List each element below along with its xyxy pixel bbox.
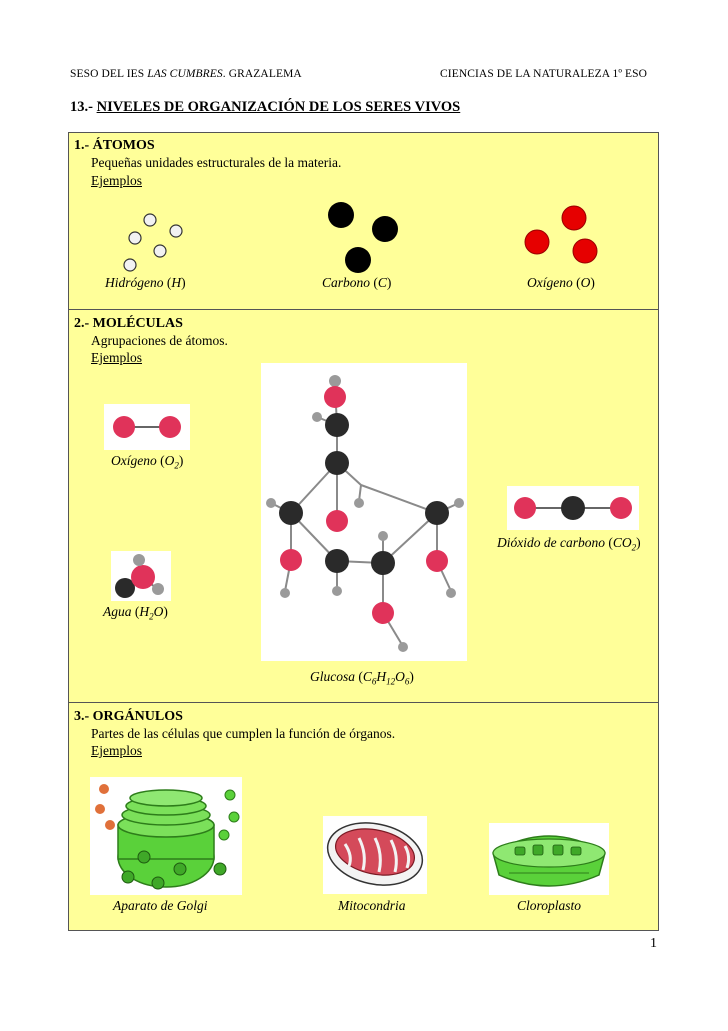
atoms-examples-label: Ejemplos — [91, 173, 142, 188]
organelles-description: Partes de las células que cumplen la función de órganos. — [91, 726, 396, 741]
header-school: SESO DEL IES LAS CUMBRES. GRAZALEMA — [70, 68, 302, 80]
oxygen-atoms-drawing — [519, 201, 599, 271]
oxygen-caption: Oxígeno (O) — [527, 275, 595, 290]
molecules-heading: 2.- MOLÉCULAS — [74, 316, 183, 331]
golgi-drawing — [90, 777, 242, 895]
molecules-examples-label: Ejemplos — [91, 350, 142, 365]
atoms-description: Pequeñas unidades estructurales de la materia. — [91, 155, 342, 170]
co2-molecule-drawing — [507, 486, 639, 530]
molecules-description: Agrupaciones de átomos. — [91, 333, 228, 348]
water-molecule-drawing — [111, 551, 171, 601]
o2-molecule-drawing — [104, 404, 190, 450]
carbon-caption: Carbono (C) — [322, 275, 392, 290]
glucose-caption: Glucosa $(C_6H_{12}O_6)$ — [310, 669, 414, 687]
page-number: 1 — [650, 936, 657, 951]
atoms-section — [68, 132, 659, 310]
o2-caption: Oxígeno $(O_2)$ — [111, 453, 184, 471]
chloroplast-caption: Cloroplasto — [517, 898, 582, 913]
organelles-section — [68, 702, 659, 931]
co2-caption: Dióxido de carbono $(CO_2)$ — [497, 535, 641, 553]
hydrogen-atoms-drawing — [119, 208, 209, 273]
chloroplast-drawing — [489, 823, 609, 895]
hydrogen-caption: Hidrógeno (H) — [105, 275, 186, 290]
golgi-caption: Aparato de Golgi — [113, 898, 208, 913]
atoms-heading: 1.- ÁTOMOS — [74, 138, 155, 153]
water-caption: Agua $(H_2O)$ — [103, 604, 168, 622]
carbon-atoms-drawing — [324, 198, 404, 278]
mitochondria-caption: Mitocondria — [338, 898, 406, 913]
header-subject: CIENCIAS DE LA NATURALEZA 1º ESO — [440, 68, 648, 80]
mitochondria-drawing — [323, 816, 427, 894]
organelles-examples-label: Ejemplos — [91, 743, 142, 758]
glucose-molecule-drawing — [261, 363, 467, 661]
molecules-section — [68, 309, 659, 703]
page-title: 13.- NIVELES DE ORGANIZACIÓN DE LOS SERES VIVOS — [70, 99, 461, 115]
organelles-heading: 3.- ORGÁNULOS — [74, 709, 183, 724]
